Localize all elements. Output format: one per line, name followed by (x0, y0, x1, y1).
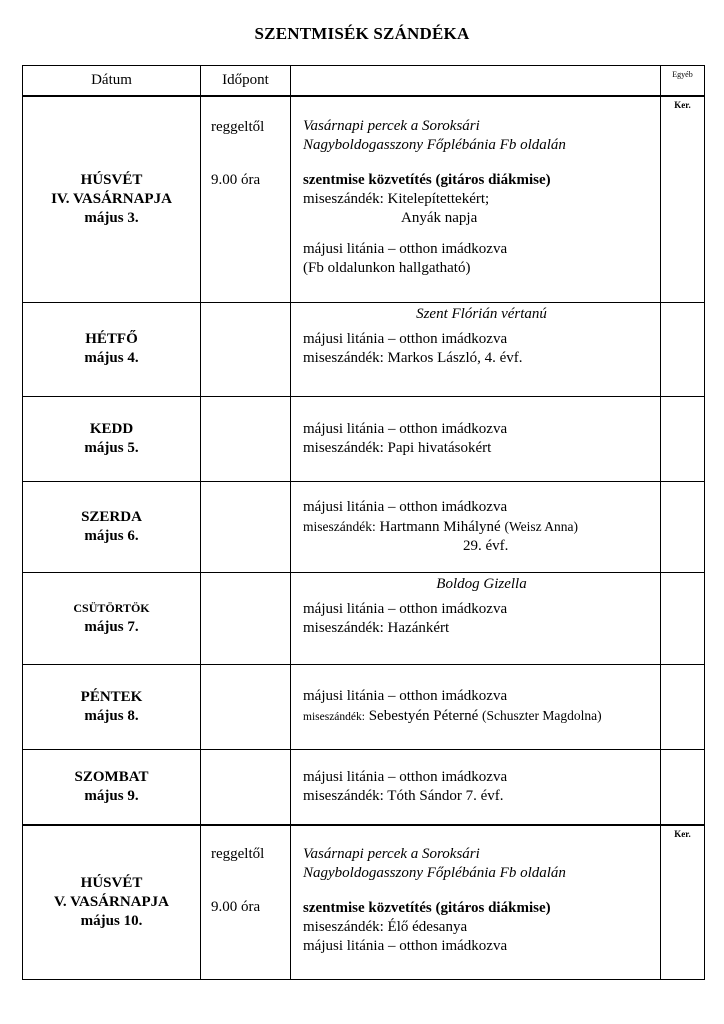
day-name: PÉNTEK (80, 688, 143, 705)
event-line: Vasárnapi percek a Soroksári (303, 118, 480, 134)
schedule-table (22, 65, 705, 980)
event-line: Anyák napja (401, 210, 478, 226)
time-cell (201, 664, 291, 749)
time-value: reggeltől (211, 846, 265, 862)
day-date: május 3. (84, 209, 139, 226)
day-name: SZOMBAT (74, 768, 149, 785)
day-date: május 4. (84, 350, 139, 366)
event-line: Nagyboldogasszony Főplébánia Fb oldalán (303, 137, 566, 153)
event-cell (291, 396, 661, 481)
day-name: HÚSVÉT (80, 874, 143, 891)
event-line: szentmise közvetítés (gitáros diákmise) (303, 900, 551, 916)
event-line: miseszándék: Élő édesanya (303, 919, 468, 935)
event-line: májusi litánia – otthon imádkozva (303, 600, 508, 617)
event-line: miseszándék: Hazánkért (303, 619, 450, 636)
event-cell (291, 664, 661, 749)
event-cell (291, 96, 661, 302)
event-line: (Fb oldalunkon hallgatható) (303, 260, 471, 276)
event-line: májusi litánia – otthon imádkozva (303, 938, 508, 954)
day-cell (23, 396, 201, 481)
day-name: KEDD (89, 420, 134, 437)
feast-line: Szent Flórián vértanú (416, 305, 547, 322)
header-row (23, 66, 705, 97)
time-cell (201, 302, 291, 396)
day-subtitle: V. VASÁRNAPJA (53, 893, 170, 910)
header-time: Időpont (201, 66, 291, 97)
table-row (23, 749, 705, 825)
event-line: miseszándék: Papi hivatásokért (303, 439, 492, 456)
event-line: Vasárnapi percek a Soroksári (303, 846, 480, 862)
event-line: májusi litánia – otthon imádkozva (303, 241, 508, 257)
day-cell (23, 749, 201, 825)
event-line: miseszándék: Markos László, 4. évf. (303, 349, 523, 366)
day-name: CSÜTÖRTÖK (73, 601, 150, 615)
day-date: május 10. (80, 912, 143, 929)
day-cell (23, 825, 201, 979)
day-name: SZERDA (81, 508, 142, 525)
time-cell (201, 749, 291, 825)
time-cell (201, 481, 291, 572)
other-cell: Ker. (661, 96, 705, 302)
event-line: miseszándék: Kitelepítettekért; (303, 191, 490, 207)
day-cell (23, 96, 201, 302)
time-cell (201, 825, 291, 979)
intent-name: Sebestyén Péterné (368, 707, 479, 724)
day-cell (23, 572, 201, 664)
day-subtitle: IV. VASÁRNAPJA (51, 190, 172, 207)
time-value: reggeltől (211, 119, 265, 135)
table-row (23, 825, 705, 979)
intent-note: (Schuszter Magdolna) (482, 707, 602, 723)
event-cell (291, 825, 661, 979)
day-date: május 5. (84, 439, 139, 456)
other-cell: Ker. (661, 825, 705, 979)
feast-line: Boldog Gizella (436, 575, 527, 592)
event-line: májusi litánia – otthon imádkozva (303, 768, 508, 785)
table-row (23, 396, 705, 481)
event-line: májusi litánia – otthon imádkozva (303, 420, 508, 437)
time-cell (201, 572, 291, 664)
intent-name: Hartmann Mihályné (379, 518, 501, 535)
event-line: májusi litánia – otthon imádkozva (303, 498, 508, 515)
day-cell (23, 664, 201, 749)
intent-label: miseszándék: (303, 518, 376, 534)
intent-label: miseszándék: (303, 710, 365, 723)
other-cell (661, 302, 705, 396)
event-cell (291, 302, 661, 396)
table-row (23, 664, 705, 749)
event-line: Nagyboldogasszony Főplébánia Fb oldalán (303, 865, 566, 881)
event-line: szentmise közvetítés (gitáros diákmise) (303, 172, 551, 188)
event-cell (291, 572, 661, 664)
event-line: miseszándék: Tóth Sándor 7. évf. (303, 787, 504, 804)
header-other: Egyéb (661, 66, 705, 97)
day-cell (23, 481, 201, 572)
day-date: május 8. (84, 707, 139, 724)
other-cell (661, 664, 705, 749)
time-cell (201, 396, 291, 481)
day-date: május 9. (84, 787, 139, 804)
day-name: HÚSVÉT (80, 171, 143, 188)
event-line: májusi litánia – otthon imádkozva (303, 687, 508, 704)
event-cell (291, 481, 661, 572)
header-date: Dátum (23, 66, 201, 97)
day-name: HÉTFŐ (85, 331, 138, 347)
other-cell (661, 572, 705, 664)
time-cell (201, 96, 291, 302)
time-value: 9.00 óra (211, 899, 261, 915)
day-date: május 7. (84, 619, 139, 635)
day-date: május 6. (84, 527, 139, 544)
page-title: SZENTMISÉK SZÁNDÉKA (254, 24, 470, 43)
table-row (23, 481, 705, 572)
table-row (23, 302, 705, 396)
day-cell (23, 302, 201, 396)
other-cell (661, 749, 705, 825)
other-cell (661, 396, 705, 481)
event-line: májusi litánia – otthon imádkozva (303, 330, 508, 347)
intent-note: (Weisz Anna) (504, 518, 578, 534)
table-row (23, 572, 705, 664)
time-value: 9.00 óra (211, 172, 261, 188)
header-event (291, 66, 661, 97)
other-cell (661, 481, 705, 572)
table-row (23, 96, 705, 302)
event-cell (291, 749, 661, 825)
event-line: 29. évf. (463, 537, 509, 554)
